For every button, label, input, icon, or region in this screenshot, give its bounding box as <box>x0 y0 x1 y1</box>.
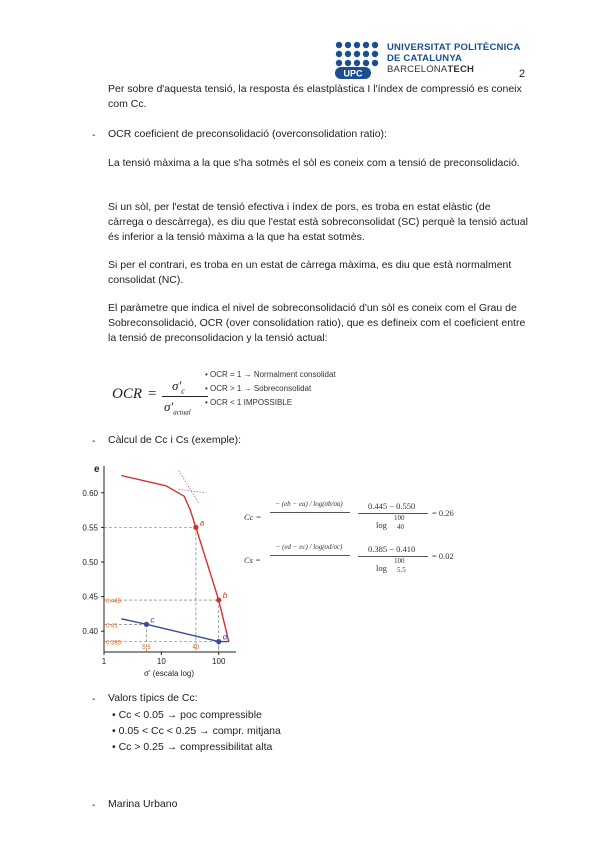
upc-logo-icon <box>333 40 379 80</box>
cs-bar2 <box>358 556 428 557</box>
y-axis-label: e <box>94 464 100 475</box>
ocr-formula <box>112 378 212 418</box>
y-tick-label: 0.55 <box>82 523 98 533</box>
paragraph-elastplastic: Per sobre d'aquesta tensió, la resposta és elastplàstica I l'índex de compressió es coneix com Cc. <box>108 83 522 110</box>
cc-frac-num: 100 <box>394 514 405 522</box>
typical-heading: Valors típics de Cc: <box>108 692 198 704</box>
x-tick-label: 1 <box>101 657 107 666</box>
numerator-sub: c <box>181 386 185 396</box>
point-label-d: d <box>222 632 228 642</box>
list-dash: - <box>92 129 96 141</box>
cc-result: = 0.26 <box>432 508 454 518</box>
author-name: Marina Urbano <box>108 798 178 810</box>
typical-item-low: • Cc < 0.05 → poc compressible <box>112 709 262 721</box>
x-tick-label: 10 <box>156 657 166 666</box>
tech-text: TECH <box>447 64 475 75</box>
ocr-heading: OCR coeficient de preconsolidació (overconsolidation ratio): <box>108 128 387 140</box>
paragraph-overconsolidated: Si un sòl, per l'estat de tensió efectiva i índex de pors, es troba en estat elàstic (de càrrega o descàrrega), es diu que l'estat està sobreconsolidat (SC) perquè la tensió actual és inferior a la tensió màxima a la que ha estat sotmès. <box>108 201 528 243</box>
y-tick-label: 0.60 <box>82 488 98 498</box>
annotation-y-label: 0.41 <box>106 623 118 630</box>
upc-logo <box>333 40 379 80</box>
point-label-c: c <box>150 615 155 625</box>
x-axis-label: σ' (escala log) <box>144 669 195 678</box>
university-name-line2: DE CATALUNYA <box>387 53 463 64</box>
ocr-bullet-nc-text: OCR = 1 → Normalment consolidat <box>210 370 336 379</box>
y-tick-label: 0.50 <box>82 558 98 567</box>
tangent-line <box>179 471 199 504</box>
ocr-formula-eq: = <box>148 386 157 402</box>
point-label-a: a <box>199 518 205 528</box>
cs-log: log <box>376 563 387 573</box>
cs-frac-num: 100 <box>394 557 405 565</box>
cc-bar1 <box>270 512 350 513</box>
y-tick-label: 0.40 <box>82 627 98 637</box>
annotation-y-label: 0.385 <box>106 640 122 647</box>
ocr-formula-lhs: OCR <box>112 386 142 402</box>
ocr-bullets <box>205 368 336 410</box>
point-label-b: b <box>222 591 228 601</box>
ocr-bullet-nc: • OCR = 1 → Normalment consolidat <box>205 370 336 379</box>
barcelona-text: BARCELONA <box>387 64 448 75</box>
list-dash: - <box>92 435 96 447</box>
y-tick-label: 0.45 <box>82 592 98 602</box>
cs-numerator: 0.385 − 0.410 <box>368 544 416 554</box>
point-c <box>144 622 149 627</box>
ocr-formula-denominator <box>164 399 191 417</box>
paragraph-ocr-definition: El paràmetre que indica el nivel de sobreconsolidació d'un sòl es coneix com el Grau de Sobreconsolidació, OCR (over consolidation ratio), que es defineix com el coeficient entre la tensió de preconsolidacion y la tensió actual: <box>108 302 526 344</box>
annotation-y-label: 0.445 <box>106 599 122 606</box>
bisector-line <box>179 489 206 492</box>
ocr-bullet-sc-text: OCR > 1 → Sobreconsolidat <box>210 384 312 393</box>
logo-abbr: UPC <box>343 68 363 79</box>
denominator-sigma: σ' <box>164 399 174 414</box>
typical-item-medium: • 0.05 < Cc < 0.25 → compr. mitjana <box>112 725 281 737</box>
annotation-x-label: 5.5 <box>142 645 151 651</box>
university-name-line1: UNIVERSITAT POLITÈCNICA <box>387 42 521 53</box>
paragraph-preconsolidation: La tensió màxima a la que s'ha sotmès el sòl es coneix com a tensió de preconsolidació. <box>108 157 520 169</box>
point-a <box>193 525 198 530</box>
numerator-sigma: σ' <box>172 378 182 393</box>
cc-bar2 <box>358 513 428 514</box>
calc-heading: Càlcul de Cc i Cs (exemple): <box>108 434 242 446</box>
ocr-bullet-impossible: • OCR < 1 IMPOSSIBLE <box>205 398 293 407</box>
cc-log: log <box>376 520 387 530</box>
series-line-descàrrega <box>121 619 229 642</box>
point-d <box>216 639 221 644</box>
cs-result: = 0.02 <box>432 551 454 561</box>
cs-lhs: Cs = <box>244 555 261 565</box>
cs-equation <box>244 543 474 583</box>
cc-equation <box>244 500 474 540</box>
list-dash: - <box>92 799 96 811</box>
cc-numerator: 0.445 − 0.550 <box>368 501 416 511</box>
university-name-line3 <box>387 64 474 75</box>
page-number: 2 <box>519 68 526 80</box>
paragraph-normally-consolidated: Si per el contrari, es troba en un estat de càrrega màxima, es diu que està normalment consolidat (NC). <box>108 259 512 286</box>
cc-frac-den: 40 <box>397 523 404 531</box>
cc-symbolic: − (eb − ea) / log(σb/σa) <box>275 500 343 508</box>
list-dash: - <box>92 693 96 705</box>
series-line-càrrega <box>121 476 229 642</box>
typical-item-high: • Cc > 0.25 → compressibilitat alta <box>112 741 273 753</box>
point-b <box>216 597 221 602</box>
x-tick-label: 100 <box>212 657 226 666</box>
fraction-bar <box>162 396 208 397</box>
ocr-formula-numerator <box>172 378 185 396</box>
cs-bar1 <box>270 555 350 556</box>
e-log-sigma-chart <box>78 462 248 682</box>
cc-lhs: Cc = <box>244 512 262 522</box>
ocr-bullet-impossible-text: OCR < 1 IMPOSSIBLE <box>210 398 293 407</box>
denominator-sub: actual <box>173 408 191 417</box>
cs-frac-den: 5.5 <box>397 566 406 574</box>
annotation-x-label: 40 <box>192 645 200 651</box>
ocr-bullet-sc: • OCR > 1 → Sobreconsolidat <box>205 384 312 393</box>
cs-symbolic: − (ed − ec) / log(σd/σc) <box>275 543 343 551</box>
